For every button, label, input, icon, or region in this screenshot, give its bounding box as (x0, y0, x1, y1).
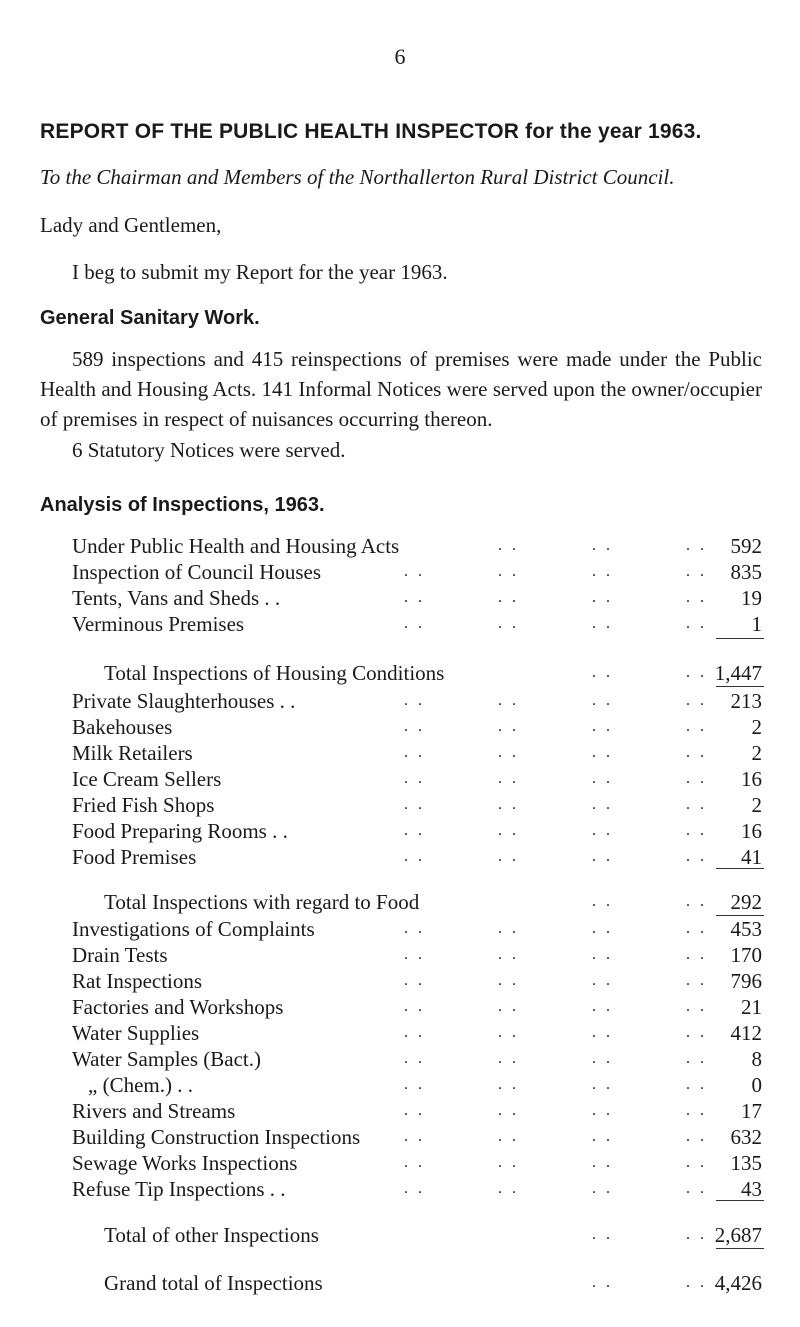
other-row-label: „ (Chem.) . . (88, 1073, 193, 1097)
food-row-label: Milk Retailers (72, 741, 193, 765)
food-row-value: 2 (751, 715, 762, 739)
other-row-value: 453 (730, 917, 762, 941)
other-row-label: Water Supplies (72, 1021, 200, 1045)
food-total-row (72, 889, 762, 915)
other-row (72, 1072, 762, 1098)
total-rule (716, 868, 764, 869)
food-row-label: Food Preparing Rooms . . (72, 819, 288, 843)
other-row-value: 17 (741, 1099, 762, 1123)
other-row-label: Rat Inspections (72, 969, 203, 993)
other-total-row-value: 2,687 (714, 1223, 762, 1247)
housing-row-value: 592 (730, 534, 762, 558)
food-row (72, 714, 762, 740)
food-row (72, 688, 762, 714)
page-number: 6 (394, 44, 406, 69)
intro-sentence: I beg to submit my Report for the year 1963. (72, 260, 448, 284)
other-row-value: 8 (751, 1047, 762, 1071)
grand-total-row (72, 1270, 762, 1296)
food-row (72, 844, 762, 870)
statutory-notices-paragraph: 6 Statutory Notices were served. (72, 438, 346, 462)
leader-dots: . . . . . . . . (404, 718, 707, 735)
other-row-value: 43 (741, 1177, 762, 1201)
other-total-row-label: Total of other Inspections (104, 1223, 319, 1247)
leader-dots: . . . . (592, 664, 707, 681)
grand-total-row-value: 4,426 (714, 1271, 762, 1295)
housing-row-label: Verminous Premises (72, 612, 245, 636)
housing-total-row-value: 1,447 (714, 661, 762, 685)
housing-row (72, 533, 762, 559)
leader-dots: . . . . . . . . (404, 1102, 707, 1119)
leader-dots: . . . . . . . . (404, 972, 707, 989)
grand-total-row-label: Grand total of Inspections (104, 1271, 323, 1295)
food-row (72, 740, 762, 766)
leader-dots: . . . . . . . . (404, 1180, 707, 1197)
other-row (72, 1020, 762, 1046)
leader-dots: . . . . . . . . (404, 848, 707, 865)
housing-row (72, 611, 762, 637)
analysis-heading: Analysis of Inspections, 1963. (40, 494, 325, 516)
leader-dots: . . . . . . . . (404, 822, 707, 839)
food-total-row-value: 292 (730, 890, 762, 914)
leader-dots: . . . . . . . . (404, 563, 707, 580)
housing-row-value: 835 (730, 560, 762, 584)
other-row-label: Investigations of Complaints (72, 917, 315, 941)
other-row-value: 0 (751, 1073, 762, 1097)
other-row-label: Building Construction Inspections (72, 1125, 361, 1149)
food-row-label: Bakehouses (72, 715, 173, 739)
food-row (72, 792, 762, 818)
leader-dots: . . . . . . . . (404, 796, 707, 813)
other-row-value: 170 (730, 943, 762, 967)
other-row (72, 994, 762, 1020)
leader-dots: . . . . . . . . (404, 1128, 707, 1145)
other-row-value: 21 (741, 995, 762, 1019)
leader-dots: . . . . . . . . (404, 1024, 707, 1041)
food-row-label: Private Slaughterhouses . . (72, 689, 296, 713)
total-rule (716, 1248, 764, 1249)
leader-dots: . . . . (592, 1274, 707, 1291)
other-row-value: 412 (730, 1021, 762, 1045)
leader-dots: . . . . . . . . (404, 1076, 707, 1093)
food-row-value: 41 (741, 845, 762, 869)
other-row-label: Rivers and Streams (72, 1099, 236, 1123)
other-row-value: 135 (730, 1151, 762, 1175)
leader-dots: . . . . . . . . (404, 1050, 707, 1067)
leader-dots: . . . . . . . . (404, 946, 707, 963)
leader-dots: . . . . . . . . (404, 1154, 707, 1171)
other-row (72, 1176, 762, 1202)
other-row (72, 1098, 762, 1124)
housing-row-label: Inspection of Council Houses (72, 560, 322, 584)
other-row-label: Drain Tests (72, 943, 168, 967)
leader-dots: . . . . . . . . (404, 920, 707, 937)
housing-row (72, 585, 762, 611)
total-rule (716, 1200, 764, 1201)
food-row-value: 2 (751, 793, 762, 817)
housing-total-row-label: Total Inspections of Housing Conditions (104, 661, 445, 685)
leader-dots: . . . . . . . . (404, 615, 707, 632)
food-row (72, 766, 762, 792)
other-row-value: 796 (730, 969, 762, 993)
other-row-value: 632 (730, 1125, 762, 1149)
addressee-line: To the Chairman and Members of the Northallerton Rural District Council. (40, 165, 675, 189)
food-row (72, 818, 762, 844)
other-row (72, 1046, 762, 1072)
leader-dots: . . . . (592, 1226, 707, 1243)
general-sanitary-heading: General Sanitary Work. (40, 307, 260, 329)
leader-dots: . . . . . . . . (404, 692, 707, 709)
leader-dots: . . . . . . . . (404, 744, 707, 761)
total-rule (716, 638, 764, 639)
other-row-label: Sewage Works Inspections (72, 1151, 298, 1175)
leader-dots: . . . . . . . . (404, 589, 707, 606)
housing-row-label: Tents, Vans and Sheds . . (72, 586, 281, 610)
food-row-label: Food Premises (72, 845, 197, 869)
housing-total-row (72, 660, 762, 686)
food-row-value: 2 (751, 741, 762, 765)
leader-dots: . . . . . . . . (404, 998, 707, 1015)
food-total-row-label: Total Inspections with regard to Food (104, 890, 420, 914)
other-row (72, 1124, 762, 1150)
other-row (72, 942, 762, 968)
other-row (72, 916, 762, 942)
other-row-label: Water Samples (Bact.) (72, 1047, 261, 1071)
food-row-label: Fried Fish Shops (72, 793, 215, 817)
other-total-row (72, 1222, 762, 1248)
other-row-label: Factories and Workshops (72, 995, 284, 1019)
food-row-value: 16 (741, 767, 762, 791)
greeting: Lady and Gentlemen, (40, 213, 222, 237)
food-row-value: 213 (730, 689, 762, 713)
leader-dots: . . . . . . (498, 537, 707, 554)
housing-row (72, 559, 762, 585)
housing-row-value: 1 (751, 612, 762, 636)
leader-dots: . . . . . . . . (404, 770, 707, 787)
other-row (72, 1150, 762, 1176)
food-row-label: Ice Cream Sellers (72, 767, 222, 791)
leader-dots: . . . . (592, 893, 707, 910)
report-heading: REPORT OF THE PUBLIC HEALTH INSPECTOR for the year 1963. (40, 120, 702, 143)
other-row (72, 968, 762, 994)
other-row-label: Refuse Tip Inspections . . (72, 1177, 286, 1201)
general-sanitary-paragraph: 589 inspections and 415 reinspections of premises were made under the Public Health and Housing Acts. 141 Informal Notices were served upon the owner/occupier of premises in respect of nuisances occurring thereon. (40, 347, 762, 431)
housing-row-value: 19 (741, 586, 762, 610)
food-row-value: 16 (741, 819, 762, 843)
total-rule (716, 686, 764, 687)
housing-row-label: Under Public Health and Housing Acts (72, 534, 400, 558)
